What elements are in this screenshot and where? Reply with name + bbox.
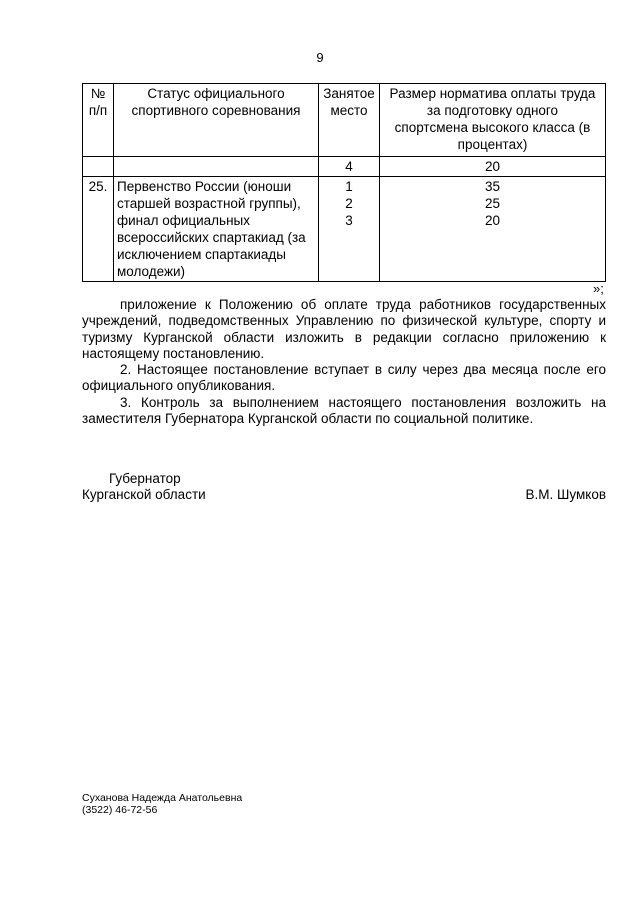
signature-position-line-1: Губернатор xyxy=(109,471,181,486)
table-header-row xyxy=(83,84,606,157)
table-row xyxy=(83,157,606,177)
table-row xyxy=(83,177,606,282)
norm-table xyxy=(82,83,606,282)
paragraph-2: 2. Настоящее постановление вступает в силу через два месяца после его официального опубликования. xyxy=(82,362,606,394)
body-text xyxy=(82,297,606,427)
contact-name: Суханова Надежда Анатольевна xyxy=(82,792,243,804)
header-size: Размер норматива оплаты труда за подготовку одного спортсмена высокого класса (в процентах) xyxy=(380,84,606,157)
header-num: № п/п xyxy=(83,84,114,157)
cell-place: 4 xyxy=(319,157,380,177)
signature-position-line-2: Курганской области xyxy=(82,487,206,502)
signature-block xyxy=(82,471,606,503)
header-status: Статус официального спортивного соревнования xyxy=(114,84,319,157)
header-place: Занятое место xyxy=(319,84,380,157)
cell-num: 25. xyxy=(83,177,114,282)
signature-name: В.М. Шумков xyxy=(525,487,606,502)
cell-status xyxy=(114,157,319,177)
paragraph-1: приложение к Положению об оплате труда работников государственных учреждений, подведомственных Управлению по физической культуре, спорту и туризму Курганской области изложить в редакции согласно приложению к настоящему постановлению. xyxy=(82,297,606,361)
closing-quote: »; xyxy=(593,281,604,296)
cell-size: 35 25 20 xyxy=(380,177,606,282)
cell-size: 20 xyxy=(380,157,606,177)
contact-phone: (3522) 46-72-56 xyxy=(82,804,158,816)
contact-block xyxy=(82,792,242,816)
paragraph-3: 3. Контроль за выполнением настоящего постановления возложить на заместителя Губернатора Курганской области по социальной политике. xyxy=(82,394,606,427)
cell-status: Первенство России (юноши старшей возрастной группы), финал официальных всероссийских спартакиад (за исключением спартакиады молодежи) xyxy=(114,177,319,282)
page-number: 9 xyxy=(316,50,324,65)
cell-place: 1 2 3 xyxy=(319,177,380,282)
cell-num xyxy=(83,157,114,177)
